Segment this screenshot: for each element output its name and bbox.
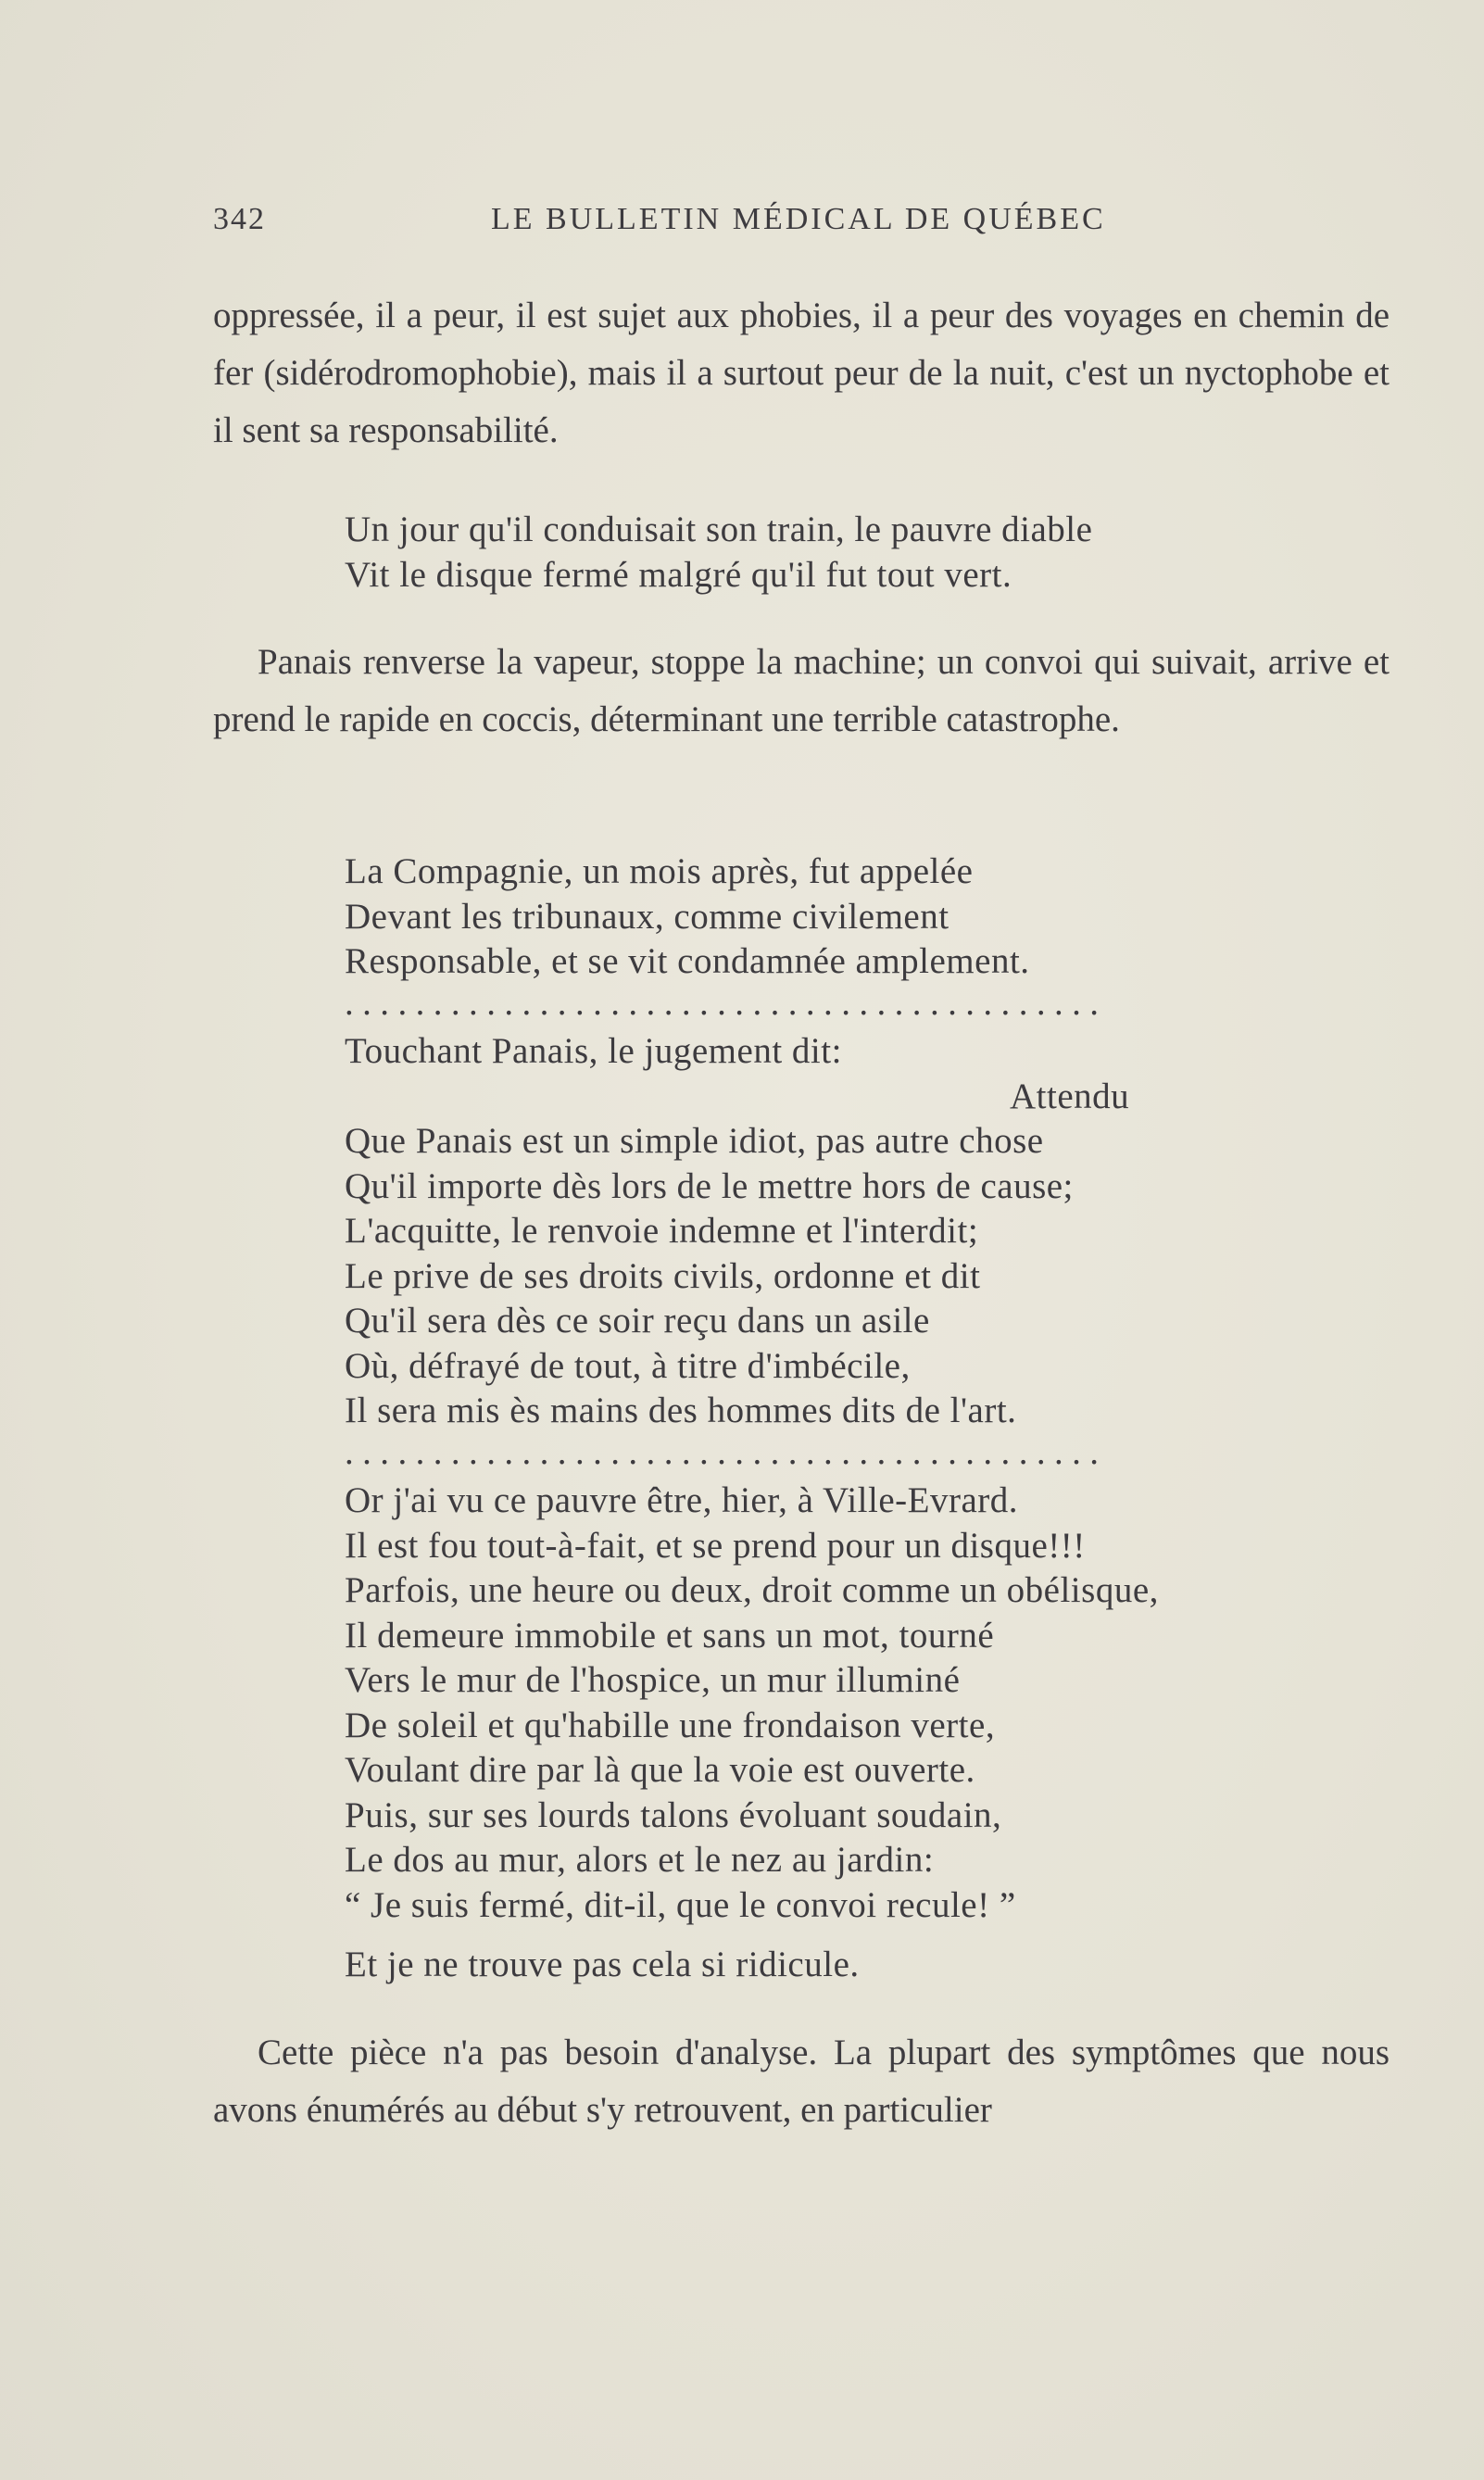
verse-line: La Compagnie, un mois après, fut appelée bbox=[345, 851, 974, 891]
verse-line: Un jour qu'il conduisait son train, le pauvre diable bbox=[345, 510, 1093, 549]
verse-line: Il est fou tout-à-fait, et se prend pour un disque!!! bbox=[345, 1525, 1086, 1566]
verse-line: Il demeure immobile et sans un mot, tourné bbox=[345, 1615, 995, 1655]
paragraph-closing bbox=[213, 2024, 1390, 2139]
verse-line: Et je ne trouve pas cela si ridicule. bbox=[345, 1945, 860, 1984]
verse-line: Il sera mis ès mains des hommes dits de l'art. bbox=[345, 1391, 1017, 1430]
paragraph-text: Cette pièce n'a pas besoin d'analyse. La plupart des symptômes que nous avons énumérés au début s'y retrouvent, en particulier bbox=[213, 2033, 1390, 2130]
running-header bbox=[213, 202, 1390, 246]
verse-line: “ Je suis fermé, dit-il, que le convoi recule! ” bbox=[345, 1884, 1016, 1925]
verse-line: Or j'ai vu ce pauvre être, hier, à Ville-Evrard. bbox=[345, 1480, 1018, 1520]
paragraph-text: Panais renverse la vapeur, stoppe la machine; un convoi qui suivait, arrive et prend le rapide en coccis, déterminant une terrible catastrophe. bbox=[213, 642, 1390, 739]
paragraph-catastrophe bbox=[213, 634, 1390, 749]
page-number: 342 bbox=[213, 202, 266, 236]
verse-line: Le prive de ses droits civils, ordonne et dit bbox=[345, 1255, 981, 1296]
stanza-gap bbox=[345, 1928, 1364, 1943]
running-title: LE BULLETIN MÉDICAL DE QUÉBEC bbox=[491, 202, 1106, 236]
verse-line: Que Panais est un simple idiot, pas autre chose bbox=[345, 1121, 1044, 1161]
separator-dots: ........................................... bbox=[345, 1433, 1108, 1472]
verse-line: Puis, sur ses lourds talons évoluant soudain, bbox=[345, 1794, 1002, 1835]
verse-line: Parfois, une heure ou deux, droit comme un obélisque, bbox=[345, 1570, 1159, 1610]
verse-line: De soleil et qu'habille une frondaison verte, bbox=[345, 1705, 996, 1745]
paragraph-opening bbox=[213, 287, 1390, 459]
verse-stanza-2 bbox=[345, 850, 1364, 1988]
verse-line: Voulant dire par là que la voie est ouverte. bbox=[345, 1750, 975, 1790]
separator-dots: ........................................... bbox=[345, 984, 1108, 1023]
verse-line: Vit le disque fermé malgré qu'il fut tout vert. bbox=[345, 554, 1012, 595]
verse-line: Devant les tribunaux, comme civilement bbox=[345, 896, 950, 937]
verse-line: Qu'il sera dès ce soir reçu dans un asile bbox=[345, 1301, 930, 1341]
verse-line-right: Attendu bbox=[1010, 1076, 1130, 1116]
verse-line: Le dos au mur, alors et le nez au jardin: bbox=[345, 1840, 935, 1880]
verse-line: Responsable, et se vit condamnée amplement. bbox=[345, 941, 1030, 981]
verse-line: Touchant Panais, le jugement dit: bbox=[345, 1031, 842, 1071]
verse-stanza-1 bbox=[345, 508, 1364, 598]
verse-line: Où, défrayé de tout, à titre d'imbécile, bbox=[345, 1345, 911, 1386]
paragraph-text: oppressée, il a peur, il est sujet aux phobies, il a peur des voyages en chemin de fer (sidérodromophobie), mais il a surtout peur de la nuit, c'est un nyctophobe et il sent sa responsabilité. bbox=[213, 296, 1390, 450]
verse-line: Qu'il importe dès lors de le mettre hors de cause; bbox=[345, 1165, 1074, 1206]
verse-line: Vers le mur de l'hospice, un mur illuminé bbox=[345, 1660, 961, 1700]
verse-line: L'acquitte, le renvoie indemne et l'interdit; bbox=[345, 1211, 979, 1251]
